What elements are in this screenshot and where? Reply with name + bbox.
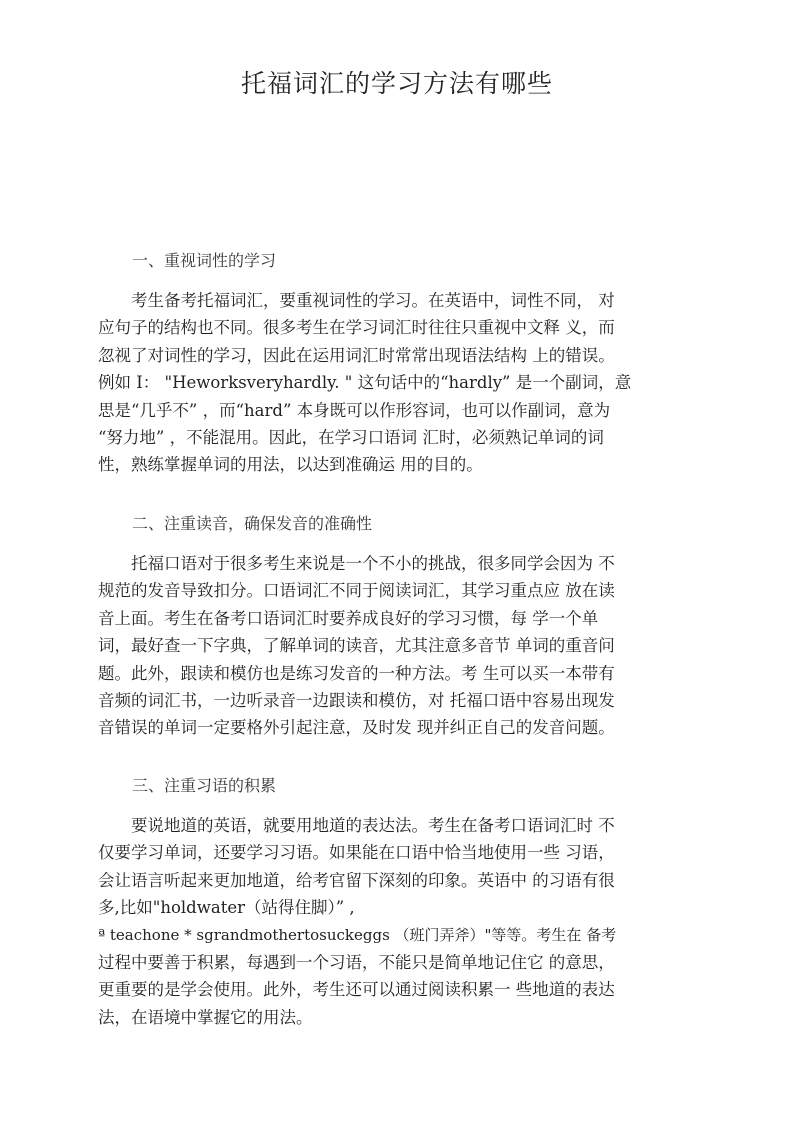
paragraph-line: 例如 I： "Heworksveryhardly. " 这句话中的“hardly” 是一个副词，意 <box>98 373 632 393</box>
paragraph-line: 多,比如"holdwater（站得住脚）” , <box>98 898 355 918</box>
paragraph-line: 忽视了对词性的学习，因此在运用词汇时常常出现语法结构 上的错误。 <box>98 345 615 365</box>
section-heading: 一、重视词性的学习 <box>132 251 277 270</box>
paragraph-line: 法，在语境中掌握它的用法。 <box>98 1007 313 1027</box>
paragraph-line: 会让语言听起来更加地道，给考官留下深刻的印象。英语中 的习语有很 <box>98 870 615 890</box>
section-heading: 三、注重习语的积累 <box>132 776 277 795</box>
paragraph-line: “努力地” ，不能混用。因此，在学习口语词 汇时，必须熟记单词的词 <box>98 428 604 448</box>
paragraph-line: 音上面。考生在备考口语词汇时要养成良好的学习习惯，每 学一个单 <box>98 608 599 628</box>
paragraph-line: 性，熟练掌握单词的用法，以达到准确运 用的目的。 <box>98 455 483 475</box>
paragraph-line: 仅要学习单词，还要学习习语。如果能在口语中恰当地使用一些 习语， <box>98 843 615 863</box>
section-2 <box>98 510 690 742</box>
paragraph-line: 过程中要善于积累，每遇到一个习语，不能只是简单地记住它 的意思， <box>98 953 615 973</box>
section-paragraph <box>98 550 690 742</box>
section-paragraph <box>98 812 690 1031</box>
paragraph-line: 应句子的结构也不同。很多考生在学习词汇时往往只重视中文释 义，而 <box>98 318 615 338</box>
section-heading: 二、注重读音，确保发音的准确性 <box>132 514 373 533</box>
page-title: 托福词汇的学习方法有哪些 <box>240 69 553 98</box>
paragraph-line: 托福口语对于很多考生来说是一个不小的挑战，很多同学会因为 不 <box>131 554 615 573</box>
paragraph-line: 思是“几乎不” ，而“hard” 本身既可以作形容词，也可以作副词，意为 <box>98 400 611 420</box>
section-1 <box>98 247 690 479</box>
paragraph-line: 规范的发音导致扣分。口语词汇不同于阅读词汇，其学习重点应 放在读 <box>98 581 615 601</box>
section-3 <box>98 772 690 1031</box>
paragraph-line: 题。此外，跟读和模仿也是练习发音的一种方法。考 生可以买一本带有 <box>98 663 615 683</box>
section-paragraph <box>98 287 690 479</box>
paragraph-line: 考生备考托福词汇，要重视词性的学习。在英语中，词性不同， 对 <box>131 291 615 310</box>
paragraph-line: 要说地道的英语，就要用地道的表达法。考生在备考口语词汇时 不 <box>131 816 615 835</box>
paragraph-line: ª teachone * sgrandmothertosuckeggs （班门弄斧）"等等。考生在 备考 <box>98 925 617 944</box>
paragraph-line: 音频的词汇书，一边听录音一边跟读和模仿，对 托福口语中容易出现发 <box>98 691 615 711</box>
paragraph-line: 词，最好查一下字典，了解单词的读音，尤其注意多音节 单词的重音问 <box>98 636 615 656</box>
paragraph-line: 音错误的单词一定要格外引起注意，及时发 现并纠正自己的发音问题。 <box>98 718 615 738</box>
paragraph-line: 更重要的是学会使用。此外，考生还可以通过阅读积累一 些地道的表达 <box>98 980 615 1000</box>
